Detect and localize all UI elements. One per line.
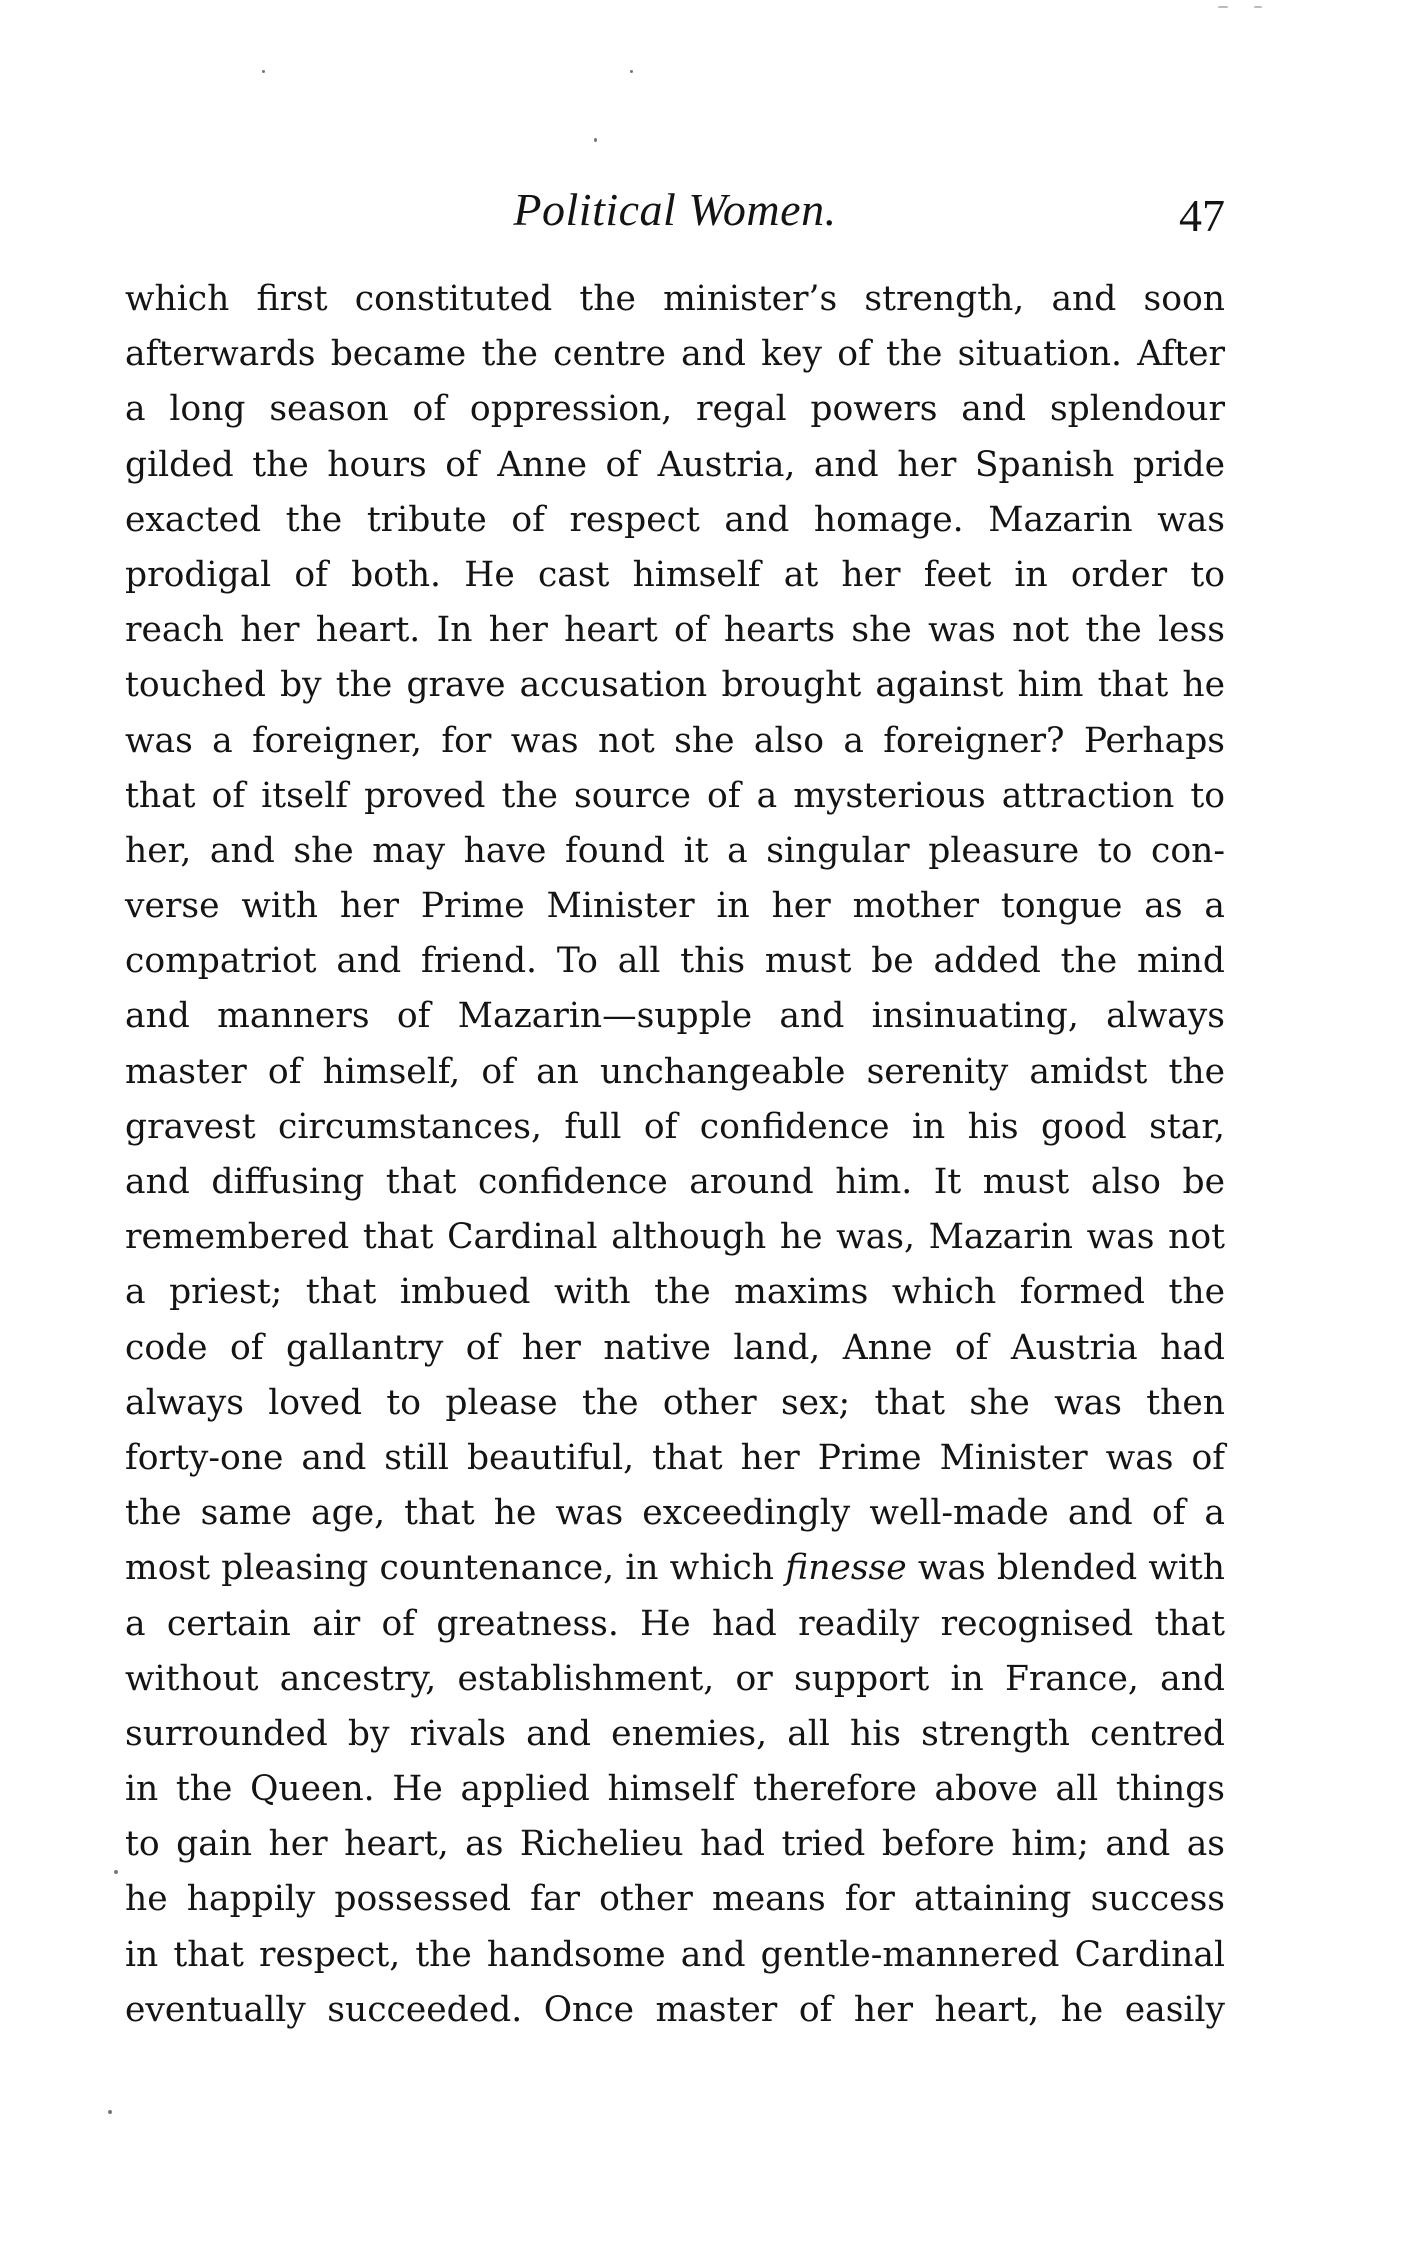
text-line: verse with her Prime Minister in her mother tongue as a [125, 886, 1225, 927]
text-line: he happily possessed far other means for attaining success [125, 1879, 1225, 1920]
italic-word: finesse [785, 1548, 907, 1589]
text-line: eventually succeeded. Once master of her heart, he easily [125, 1989, 1225, 2030]
text-segment: most pleasing countenance, in which [125, 1548, 786, 1589]
text-line: a certain air of greatness. He had readily recognised that [125, 1603, 1225, 1644]
text-line: which first constituted the minister’s strength, and soon [125, 279, 1225, 319]
text-line: prodigal of both. He cast himself at her feet in order to [125, 554, 1225, 595]
scan-speck [594, 138, 597, 142]
text-line: master of himself, of an unchangeable serenity amidst the [125, 1051, 1225, 1092]
text-line: was a foreigner, for was not she also a foreigner? Perhaps [125, 720, 1225, 761]
scan-speck [108, 2110, 112, 2114]
text-segment: was blended with [906, 1548, 1225, 1589]
text-line: and manners of Mazarin—supple and insinuating, always [125, 996, 1225, 1037]
scan-speck [262, 70, 265, 73]
text-line: and diffusing that confidence around him. It must also be [125, 1162, 1225, 1202]
text-line: gravest circumstances, full of confidence in his good star, [125, 1106, 1225, 1147]
scan-speck [1218, 6, 1228, 8]
running-title: Political Women. [513, 184, 837, 235]
scan-speck [630, 70, 633, 73]
text-line: code of gallantry of her native land, Anne of Austria had [125, 1327, 1225, 1368]
text-line: touched by the grave accusation brought against him that he [125, 665, 1225, 706]
text-line: forty-one and still beautiful, that her Prime Minister was of [125, 1437, 1225, 1478]
running-head [125, 180, 1225, 260]
text-line: that of itself proved the source of a mysterious attraction to [125, 775, 1225, 816]
text-line: in that respect, the handsome and gentle-mannered Cardinal [125, 1934, 1225, 1975]
text-line: the same age, that he was exceedingly well-made and of a [125, 1493, 1225, 1534]
text-line-with-italic [125, 1541, 1225, 1596]
text-line: a priest; that imbued with the maxims which formed the [125, 1272, 1225, 1313]
text-line: without ancestry, establishment, or support in France, and [125, 1658, 1225, 1699]
page-number: 47 [1179, 190, 1225, 241]
scan-speck [114, 1870, 118, 1874]
text-line: gilded the hours of Anne of Austria, and her Spanish pride [125, 444, 1225, 485]
scan-speck [1254, 6, 1262, 8]
text-line: surrounded by rivals and enemies, all his strength centred [125, 1713, 1225, 1754]
text-line: remembered that Cardinal although he was, Mazarin was not [125, 1217, 1225, 1258]
body-text [125, 272, 1225, 2038]
text-line: in the Queen. He applied himself therefore above all things [125, 1769, 1225, 1810]
text-line: to gain her heart, as Richelieu had tried before him; and as [125, 1824, 1225, 1865]
text-line: reach her heart. In her heart of hearts she was not the less [125, 610, 1225, 651]
text-line: afterwards became the centre and key of the situation. After [125, 334, 1225, 375]
text-line: exacted the tribute of respect and homage. Mazarin was [125, 499, 1225, 540]
text-line: always loved to please the other sex; that she was then [125, 1382, 1225, 1423]
text-line: a long season of oppression, regal powers and splendour [125, 389, 1225, 430]
text-line: compatriot and friend. To all this must be added the mind [125, 941, 1225, 982]
text-line: her, and she may have found it a singular pleasure to con- [125, 830, 1225, 871]
